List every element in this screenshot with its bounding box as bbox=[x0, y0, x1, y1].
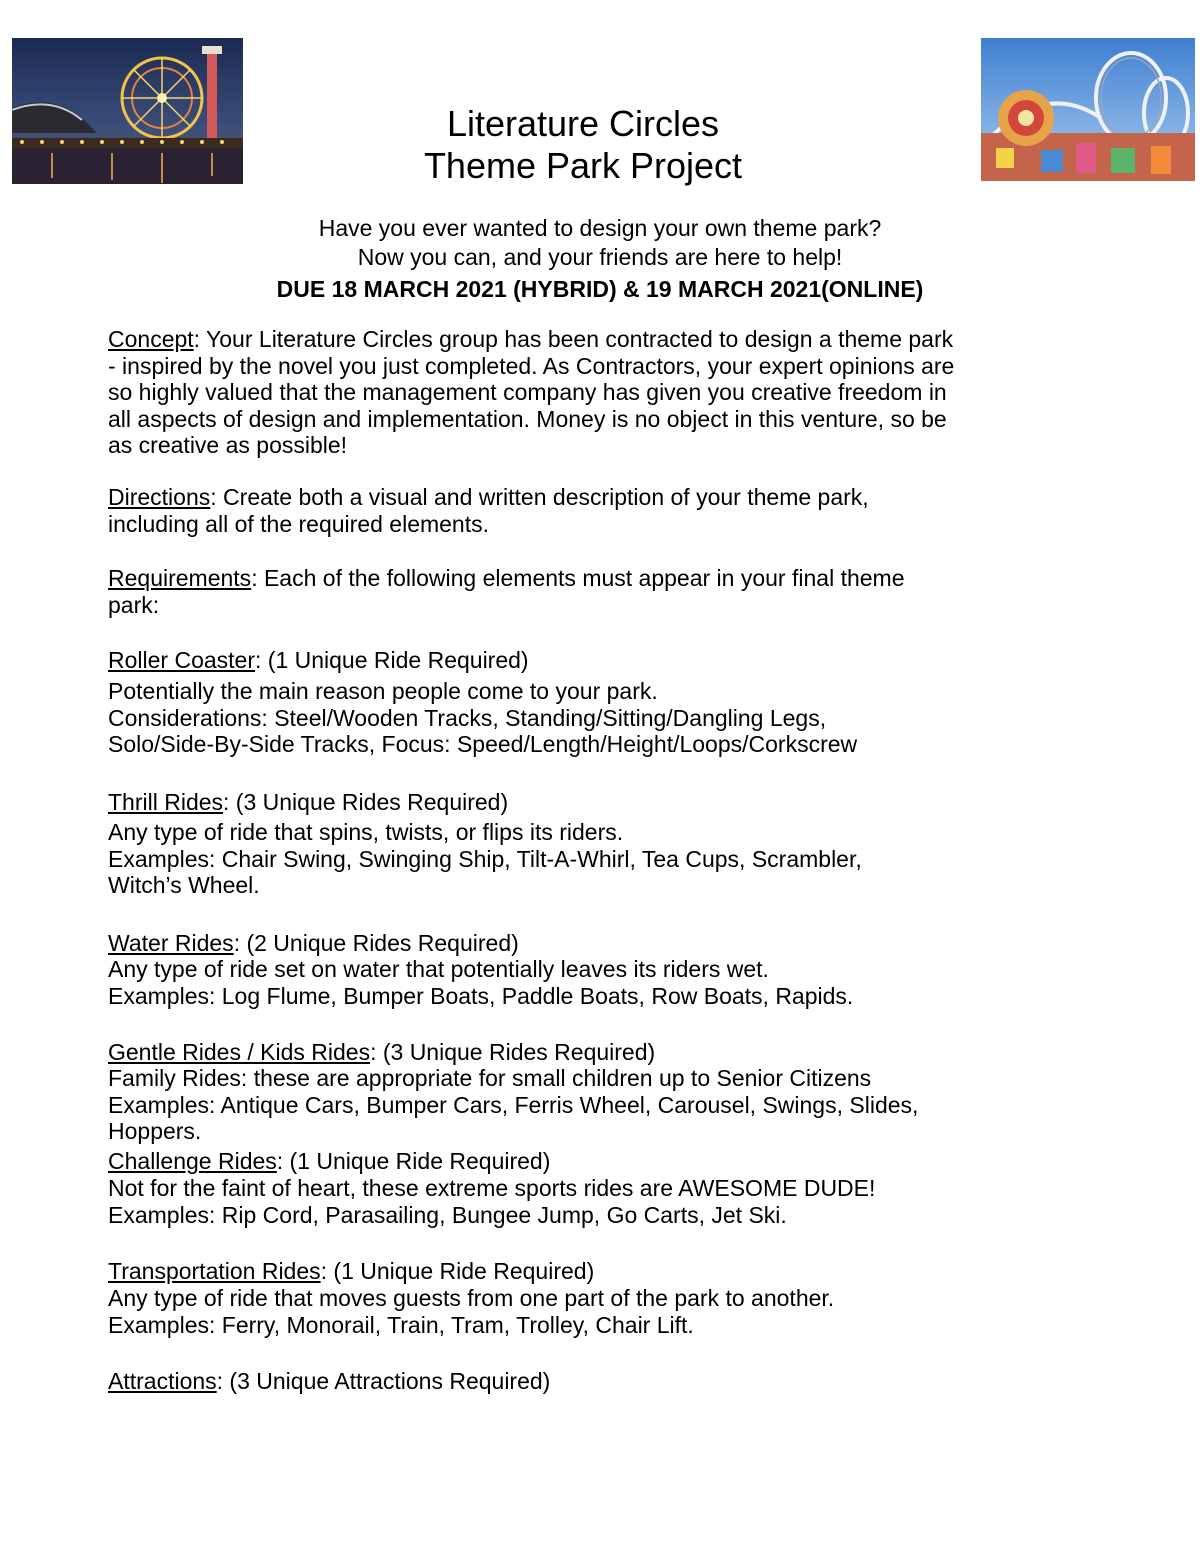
directions-text: : Create both a visual and written description of your theme park, including all of the required elements. bbox=[108, 484, 869, 537]
intro-statement: Now you can, and your friends are here to help! bbox=[357, 244, 843, 270]
concept-section bbox=[108, 326, 1108, 459]
challenge-rides-count: : (1 Unique Ride Required) bbox=[276, 1148, 551, 1174]
water-rides-heading: Water Rides bbox=[108, 930, 234, 956]
challenge-rides-heading-line bbox=[108, 1148, 1108, 1175]
due-date: DUE 18 MARCH 2021 (HYBRID) & 19 MARCH 2021(ONLINE) bbox=[276, 276, 924, 302]
intro-question: Have you ever wanted to design your own theme park? bbox=[318, 215, 882, 241]
gentle-rides-heading: Gentle Rides / Kids Rides bbox=[108, 1039, 371, 1065]
roller-coaster-count: : (1 Unique Ride Required) bbox=[255, 647, 529, 673]
gentle-rides-count: : (3 Unique Rides Required) bbox=[370, 1039, 656, 1065]
thrill-rides-heading: Thrill Rides bbox=[108, 789, 224, 815]
thrill-rides-heading-line bbox=[108, 789, 1108, 816]
document-title-line-2: Theme Park Project bbox=[423, 145, 743, 186]
challenge-rides-body: Not for the faint of heart, these extreme sports rides are AWESOME DUDE! Examples: Rip Cord, Parasailing, Bungee Jump, Go Carts, Jet Ski. bbox=[108, 1175, 876, 1228]
water-rides-body: Any type of ride set on water that potentially leaves its riders wet. Examples: Log Flume, Bumper Boats, Paddle Boats, Row Boats, Rapids. bbox=[108, 956, 854, 1009]
roller-coaster-heading: Roller Coaster bbox=[108, 647, 255, 673]
challenge-rides-heading: Challenge Rides bbox=[108, 1148, 277, 1174]
concept-text: : Your Literature Circles group has been contracted to design a theme park - inspired by the novel you just completed. As Contractors, your expert opinions are so highly valued that the management company has given you creative freedom in all aspects of design and implementation. Money is no object in this venture, so be as creative as possible! bbox=[108, 326, 955, 458]
directions-heading: Directions bbox=[108, 484, 211, 510]
thrill-rides-body: Any type of ride that spins, twists, or flips its riders. Examples: Chair Swing, Swinging Ship, Tilt-A-Whirl, Tea Cups, Scrambler, Witch’s Wheel. bbox=[108, 819, 862, 898]
transportation-rides-heading: Transportation Rides bbox=[108, 1258, 321, 1284]
transportation-rides-body: Any type of ride that moves guests from one part of the park to another. Examples: Ferry, Monorail, Train, Tram, Trolley, Chair Lift. bbox=[108, 1285, 835, 1338]
attractions-heading-line bbox=[108, 1368, 1108, 1395]
transportation-rides-count: : (1 Unique Ride Required) bbox=[320, 1258, 595, 1284]
water-rides-count: : (2 Unique Rides Required) bbox=[233, 930, 519, 956]
requirements-heading: Requirements bbox=[108, 565, 252, 591]
document-title-line-1: Literature Circles bbox=[446, 103, 720, 144]
gentle-rides-body: Family Rides: these are appropriate for small children up to Senior Citizens Examples: Antique Cars, Bumper Cars, Ferris Wheel, Carousel, Swings, Slides, Hoppers. bbox=[108, 1065, 919, 1144]
roller-coaster-body: Potentially the main reason people come to your park. Considerations: Steel/Wooden Tracks, Standing/Sitting/Dangling Legs, Solo/Side-By-Side Tracks, Focus: Speed/Length/Height/Loops/Corkscrew bbox=[108, 678, 858, 757]
attractions-count: : (3 Unique Attractions Required) bbox=[216, 1368, 551, 1394]
gentle-rides-heading-line bbox=[108, 1039, 1108, 1066]
roller-coaster-heading-line bbox=[108, 647, 1108, 674]
attractions-heading: Attractions bbox=[108, 1368, 217, 1394]
transportation-rides-heading-line bbox=[108, 1258, 1108, 1285]
concept-heading: Concept bbox=[108, 326, 194, 352]
directions-section bbox=[108, 484, 1108, 537]
water-rides-heading-line bbox=[108, 930, 1108, 957]
requirements-section bbox=[108, 565, 1108, 618]
thrill-rides-count: : (3 Unique Rides Required) bbox=[223, 789, 509, 815]
requirements-text: : Each of the following elements must appear in your final theme park: bbox=[108, 565, 905, 618]
